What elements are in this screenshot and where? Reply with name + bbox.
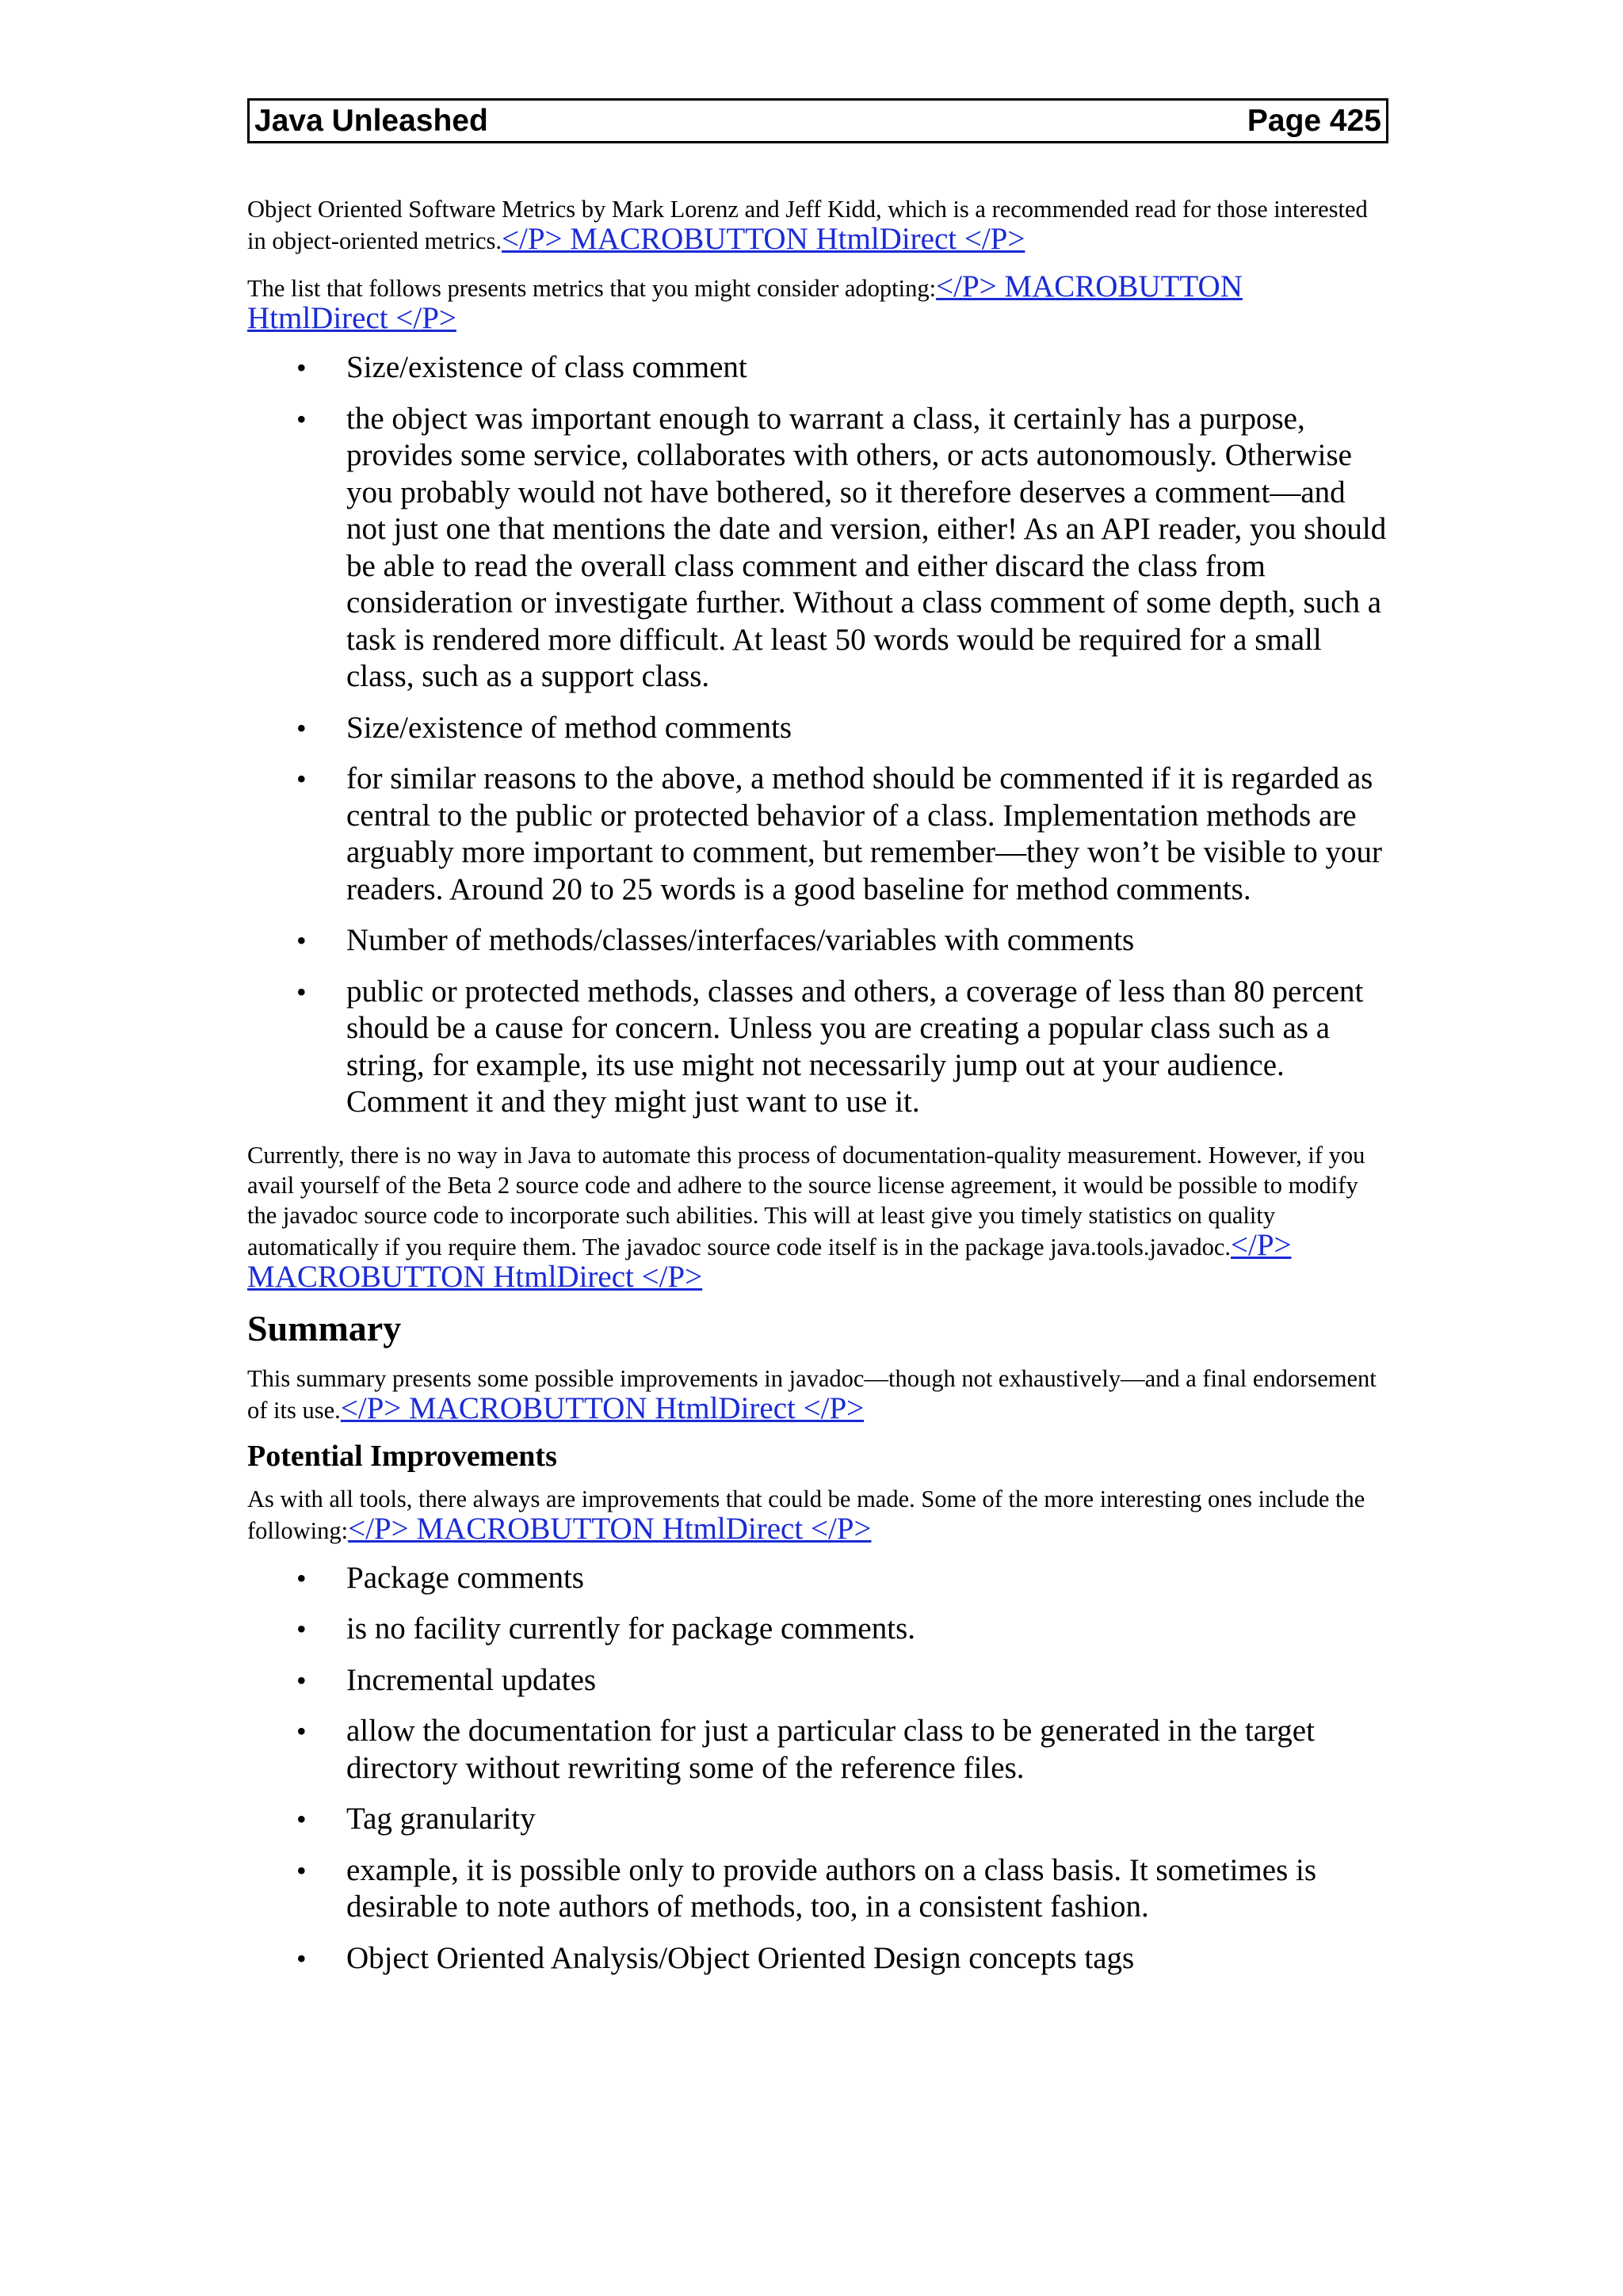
list-item <box>247 1801 1388 1838</box>
potential-improvements-heading: Potential Improvements <box>247 1439 557 1473</box>
potential-improvements-paragraph-text: As with all tools, there always are improvements that could be made. Some of the more interesting ones include the following: <box>247 1485 1365 1544</box>
bullet-icon: • <box>296 925 307 956</box>
list-item <box>247 710 1388 747</box>
intro-paragraph-2-text: The list that follows presents metrics that you might consider adopting: <box>247 275 937 302</box>
macrobutton-link[interactable]: </P> MACROBUTTON HtmlDirect </P> <box>247 269 1243 335</box>
bullet-icon: • <box>296 1803 307 1835</box>
list-item <box>247 1713 1388 1787</box>
document-page <box>247 98 1388 1977</box>
list-item <box>247 1940 1388 1978</box>
macrobutton-link[interactable]: </P> MACROBUTTON HtmlDirect </P> <box>247 1227 1292 1294</box>
list-item <box>247 1611 1388 1648</box>
list-item <box>247 349 1388 387</box>
list-item-text: Number of methods/classes/interfaces/variables with comments <box>346 923 1135 957</box>
intro-paragraph-2 <box>247 269 1388 335</box>
list-item <box>247 922 1388 959</box>
summary-heading: Summary <box>247 1307 402 1348</box>
bullet-icon: • <box>296 1664 307 1696</box>
macrobutton-link[interactable]: </P> MACROBUTTON HtmlDirect </P> <box>501 222 1025 256</box>
bullet-icon: • <box>296 1715 307 1747</box>
list-item <box>247 401 1388 696</box>
list-item-text: Size/existence of method comments <box>346 710 792 745</box>
bullet-icon: • <box>296 402 307 435</box>
list-item-text: Tag granularity <box>346 1802 536 1836</box>
page-number: Page 425 <box>1247 104 1381 138</box>
list-item-text: public or protected methods, classes and others, a coverage of less than 80 percent should be a cause for concern. Unless you are creating a popular class such as a string, for example, its use might not necessarily jump out at your audience. Comment it and they might just want to use it. <box>346 974 1364 1119</box>
improvements-list <box>247 1560 1388 1978</box>
bullet-icon: • <box>296 1942 307 1974</box>
potential-improvements-paragraph <box>247 1484 1388 1546</box>
bullet-icon: • <box>296 352 307 383</box>
bullet-icon: • <box>296 763 307 795</box>
page-header <box>247 98 1388 143</box>
list-item-text: is no facility currently for package comments. <box>346 1611 915 1646</box>
bullet-icon: • <box>296 1562 307 1594</box>
metrics-list <box>247 349 1388 1121</box>
automation-paragraph-text: Currently, there is no way in Java to automate this process of documentation-quality measurement. However, if you avail yourself of the Beta 2 source code and adhere to the source license agreement, it would be possible to modify the javadoc source code to incorporate such abilities. This will at least give you timely statistics on quality automatically if you require them. The javadoc source code itself is in the package java.tools.javadoc. <box>247 1141 1365 1261</box>
list-item-text: Object Oriented Analysis/Object Oriented Design concepts tags <box>346 1940 1135 1975</box>
list-item-text: Package comments <box>346 1560 584 1595</box>
list-item <box>247 761 1388 908</box>
list-item-text: the object was important enough to warrant a class, it certainly has a purpose, provides some service, collaborates with others, or acts autonomously. Otherwise you probably would not have bothered, so it therefore deserves a comment—and not just one that mentions the date and version, either! As an API reader, you should be able to read the overall class comment and either discard the class from consideration or investigate further. Without a class comment of some depth, such a task is rendered more difficult. At least 50 words would be required for a small class, such as a support class. <box>346 401 1387 693</box>
intro-paragraph-1 <box>247 194 1388 256</box>
list-item <box>247 1662 1388 1699</box>
list-item-text: Size/existence of class comment <box>346 350 747 384</box>
list-item-text: example, it is possible only to provide authors on a class basis. It sometimes is desirable to note authors of methods, too, in a consistent fashion. <box>346 1852 1317 1924</box>
bullet-icon: • <box>296 1854 307 1886</box>
list-item <box>247 974 1388 1121</box>
bullet-icon: • <box>296 711 307 744</box>
list-item <box>247 1852 1388 1926</box>
list-item <box>247 1560 1388 1597</box>
list-item-text: allow the documentation for just a particular class to be generated in the target directory without rewriting some of the reference files. <box>346 1714 1315 1785</box>
automation-paragraph <box>247 1140 1388 1294</box>
summary-paragraph <box>247 1363 1388 1425</box>
book-title: Java Unleashed <box>254 104 488 138</box>
bullet-icon: • <box>296 1613 307 1645</box>
intro-paragraph-1-text: Object Oriented Software Metrics by Mark Lorenz and Jeff Kidd, which is a recommended read for those interested in object-oriented metrics. <box>247 196 1368 254</box>
summary-paragraph-text: This summary presents some possible improvements in javadoc—though not exhaustively—and a final endorsement of its use. <box>247 1364 1377 1424</box>
list-item-text: for similar reasons to the above, a method should be commented if it is regarded as central to the public or protected behavior of a class. Implementation methods are arguably more important to comment, but remember—they won’t be visible to your readers. Around 20 to 25 words is a good baseline for method comments. <box>346 761 1382 906</box>
macrobutton-link[interactable]: </P> MACROBUTTON HtmlDirect </P> <box>340 1390 865 1425</box>
macrobutton-link[interactable]: </P> MACROBUTTON HtmlDirect </P> <box>348 1511 872 1546</box>
list-item-text: Incremental updates <box>346 1662 597 1697</box>
bullet-icon: • <box>296 975 307 1008</box>
